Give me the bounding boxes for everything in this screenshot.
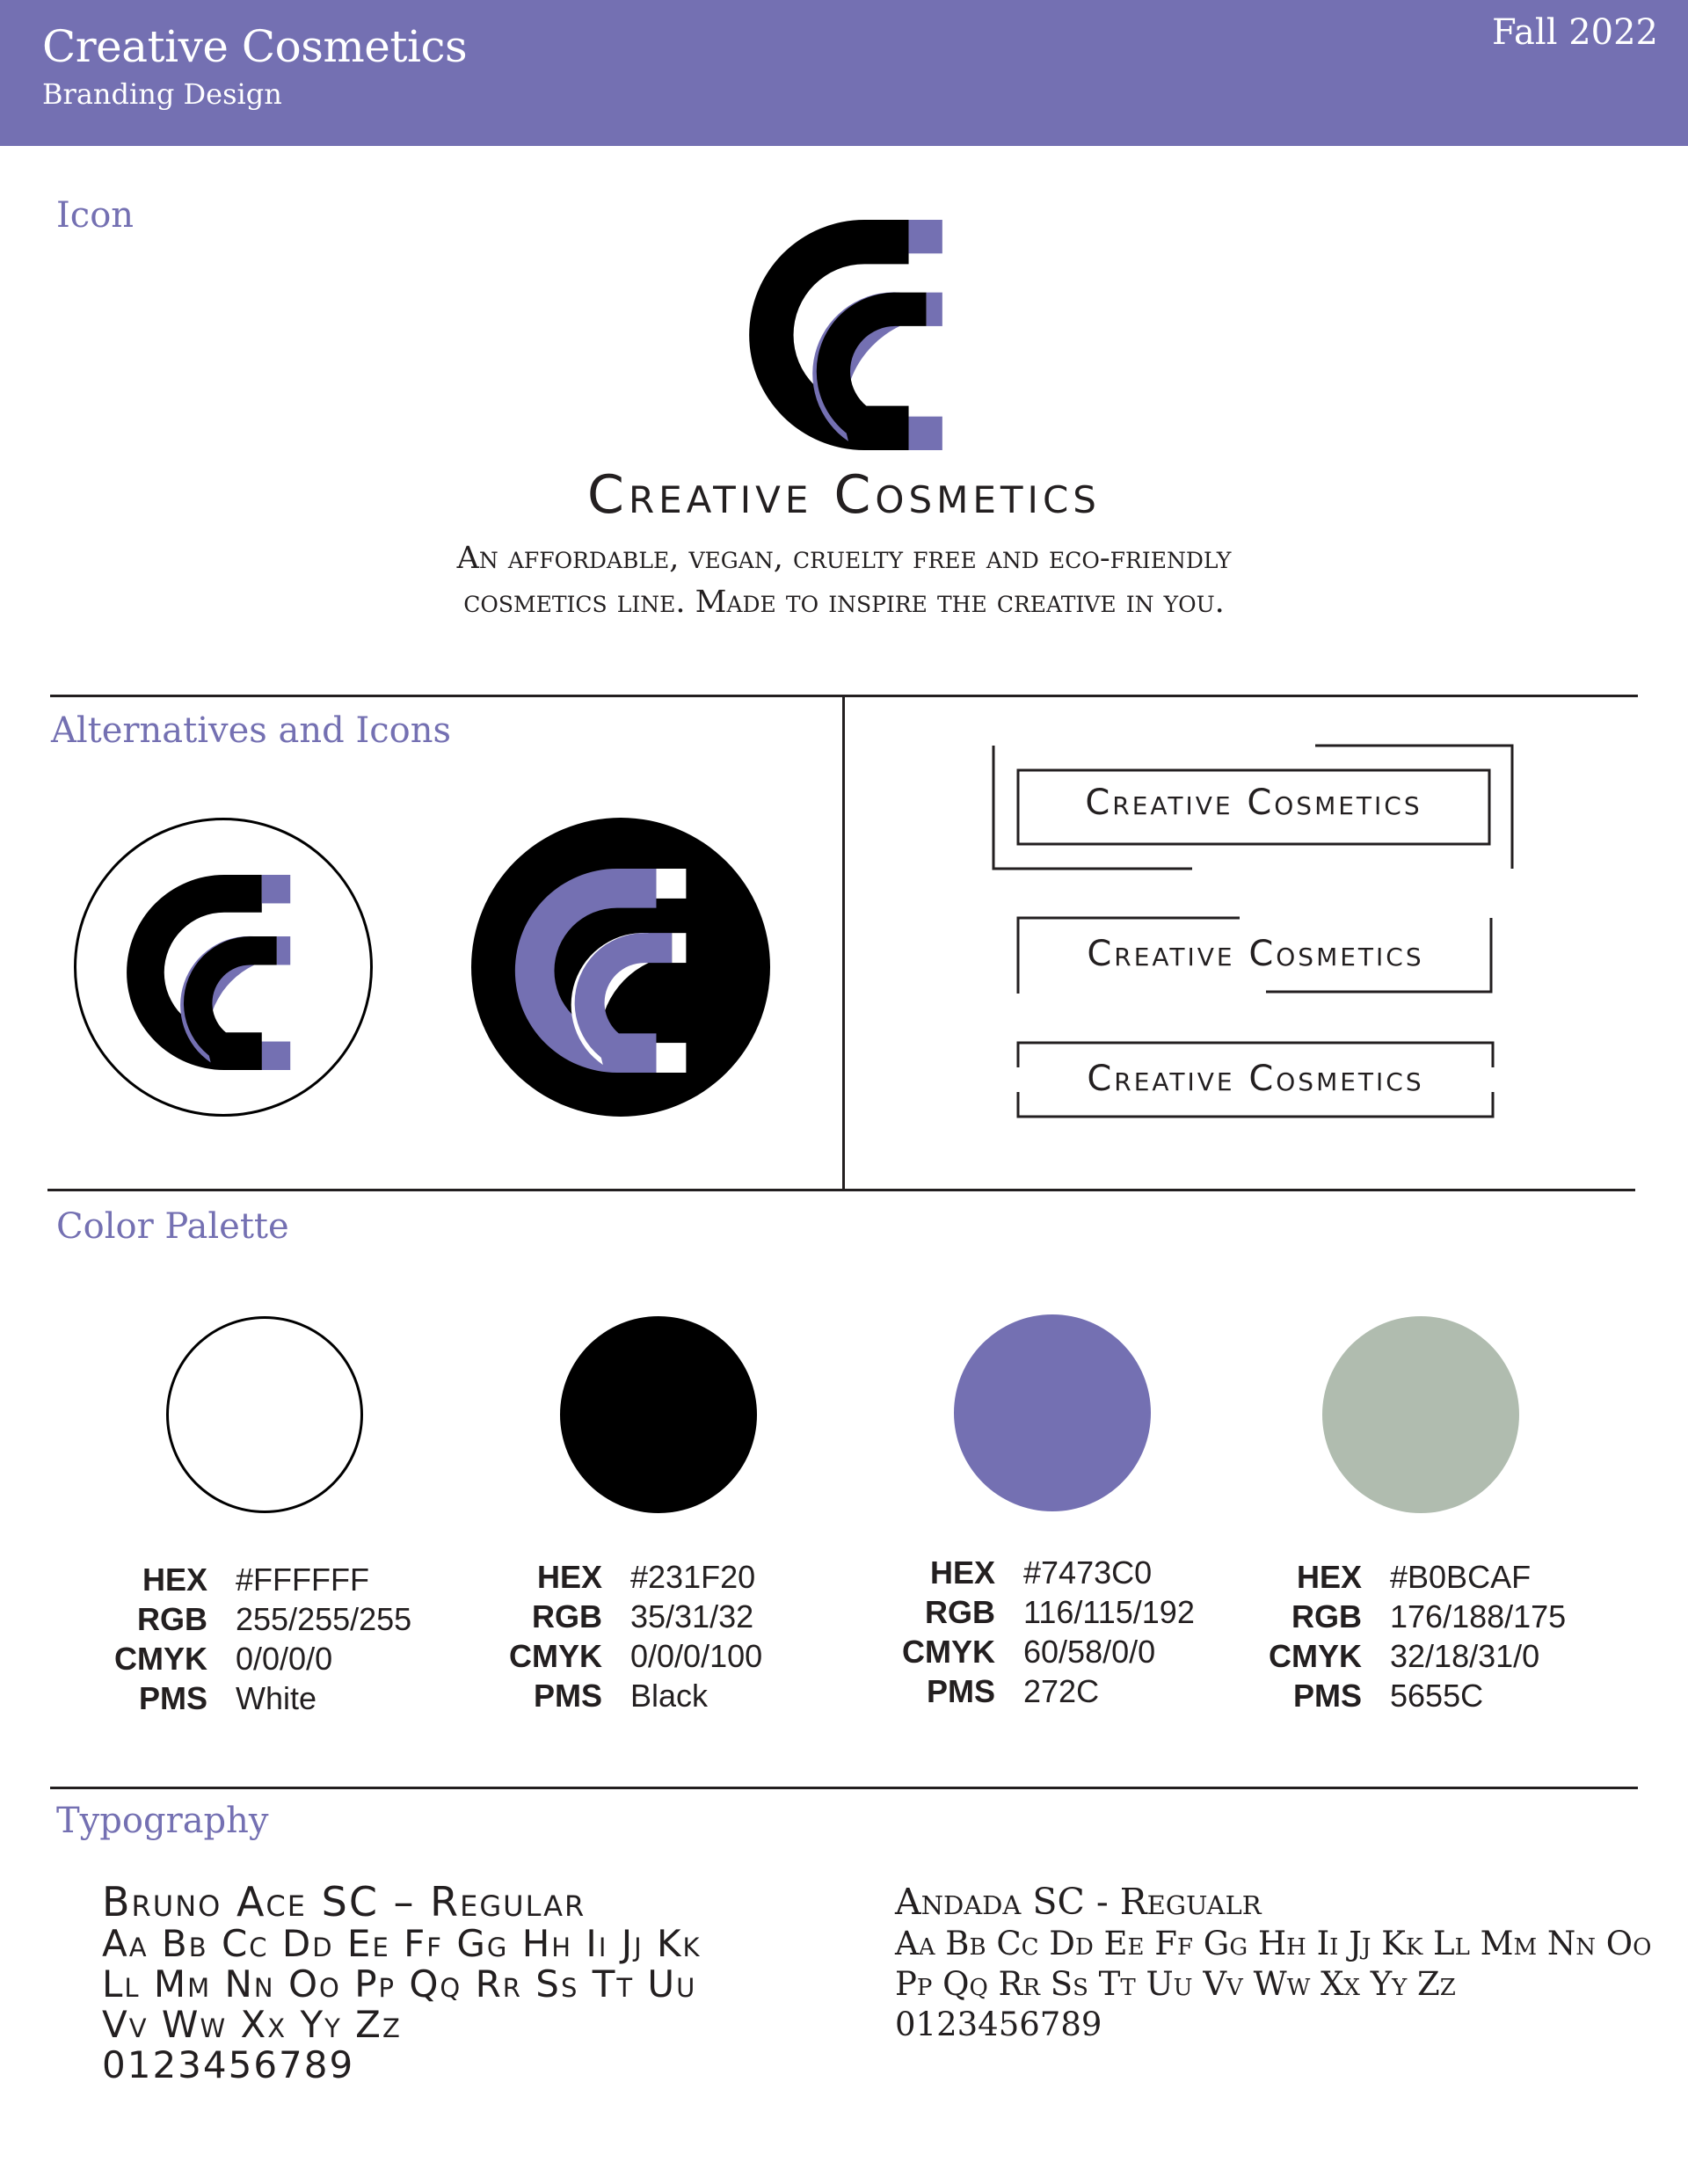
pms-value: 272C bbox=[1023, 1673, 1100, 1709]
typeface-b-name: Andada SC - Regualr bbox=[895, 1881, 1262, 1923]
pms-key: PMS bbox=[533, 1678, 602, 1714]
rgb-key: RGB bbox=[1291, 1598, 1362, 1634]
cc-logo-white-bg-icon bbox=[126, 875, 293, 1070]
wordmark-text-3: Creative Cosmetics bbox=[1087, 1059, 1424, 1099]
rgb-key: RGB bbox=[532, 1598, 602, 1634]
typeface-b-line-3: 0123456789 bbox=[895, 2006, 1102, 2043]
cmyk-key: CMYK bbox=[114, 1641, 207, 1677]
rgb-key: RGB bbox=[137, 1601, 207, 1637]
cc-logo-black-bg-icon bbox=[513, 869, 689, 1073]
wordmark-frame-1 bbox=[992, 744, 1519, 872]
pms-value: Black bbox=[630, 1678, 709, 1714]
tagline-line-2: cosmetics line. Made to inspire the creative in you. bbox=[463, 585, 1225, 620]
divider-bottom bbox=[50, 1787, 1638, 1789]
swatch-specs-sage bbox=[1221, 1557, 1590, 1715]
typeface-b-line-2: Pp Qq Rr Ss Tt Uu Vv Ww Xx Yy Zz bbox=[895, 1965, 1456, 2003]
typeface-a-line-4: 0123456789 bbox=[102, 2043, 355, 2086]
header-title: Creative Cosmetics bbox=[42, 21, 468, 72]
cmyk-value: 60/58/0/0 bbox=[1023, 1634, 1156, 1670]
swatch-specs-white bbox=[67, 1560, 436, 1718]
hex-value: #B0BCAF bbox=[1390, 1559, 1532, 1595]
hex-key: HEX bbox=[1296, 1559, 1362, 1595]
wordmark-frame-3 bbox=[1016, 1041, 1495, 1118]
rgb-key: RGB bbox=[925, 1594, 995, 1630]
rgb-value: 35/31/32 bbox=[630, 1598, 754, 1634]
brand-tagline bbox=[316, 536, 1372, 624]
brand-name: Creative Cosmetics bbox=[587, 464, 1101, 526]
divider-vertical bbox=[842, 695, 845, 1190]
hex-key: HEX bbox=[536, 1559, 602, 1595]
wordmark-text-1: Creative Cosmetics bbox=[1085, 783, 1422, 823]
cmyk-key: CMYK bbox=[902, 1634, 995, 1670]
cc-logo-icon bbox=[749, 220, 944, 450]
divider-middle bbox=[47, 1189, 1635, 1191]
rgb-value: 255/255/255 bbox=[236, 1601, 412, 1637]
hex-key: HEX bbox=[142, 1562, 207, 1598]
cmyk-key: CMYK bbox=[1269, 1638, 1362, 1674]
section-label-typography: Typography bbox=[56, 1801, 269, 1841]
section-label-color-palette: Color Palette bbox=[56, 1206, 289, 1247]
wordmark-text-2: Creative Cosmetics bbox=[1087, 934, 1424, 974]
pms-value: 5655C bbox=[1390, 1678, 1484, 1714]
typeface-b-specimen bbox=[895, 1882, 1651, 2045]
hex-key: HEX bbox=[929, 1554, 995, 1591]
swatch-specs-black bbox=[462, 1557, 831, 1715]
typeface-b-line-1: Aa Bb Cc Dd Ee Ff Gg Hh Ii Jj Kk Ll Mm Nn Oo bbox=[895, 1925, 1652, 1962]
pms-value: White bbox=[236, 1680, 317, 1716]
typeface-a-specimen bbox=[102, 1878, 702, 2086]
section-label-alternatives: Alternatives and Icons bbox=[51, 710, 452, 751]
typeface-a-name: Bruno Ace SC – Regular bbox=[102, 1878, 586, 1926]
swatch-black bbox=[560, 1316, 757, 1513]
hex-value: #231F20 bbox=[630, 1559, 756, 1595]
pms-key: PMS bbox=[926, 1673, 995, 1709]
swatch-specs-purple bbox=[855, 1553, 1224, 1711]
pms-key: PMS bbox=[1292, 1678, 1362, 1714]
swatch-purple bbox=[954, 1314, 1151, 1511]
rgb-value: 116/115/192 bbox=[1023, 1594, 1195, 1630]
tagline-line-1: An affordable, vegan, cruelty free and eco-friendly bbox=[456, 541, 1232, 576]
section-label-icon: Icon bbox=[56, 195, 135, 236]
header-subtitle: Branding Design bbox=[42, 77, 282, 111]
rgb-value: 176/188/175 bbox=[1390, 1598, 1567, 1634]
cmyk-value: 0/0/0/100 bbox=[630, 1638, 763, 1674]
wordmark-frame-2 bbox=[1016, 916, 1495, 995]
cmyk-key: CMYK bbox=[509, 1638, 602, 1674]
header-date: Fall 2022 bbox=[1492, 12, 1658, 53]
hex-value: #FFFFFF bbox=[236, 1562, 369, 1598]
hex-value: #7473C0 bbox=[1023, 1554, 1153, 1591]
pms-key: PMS bbox=[138, 1680, 207, 1716]
typeface-a-line-1: Aa Bb Cc Dd Ee Ff Gg Hh Ii Jj Kk bbox=[102, 1922, 702, 1965]
cmyk-value: 32/18/31/0 bbox=[1390, 1638, 1540, 1674]
cmyk-value: 0/0/0/0 bbox=[236, 1641, 333, 1677]
swatch-sage bbox=[1322, 1316, 1519, 1513]
swatch-white bbox=[166, 1316, 363, 1513]
typeface-a-line-3: Vv Ww Xx Yy Zz bbox=[102, 2003, 402, 2046]
typeface-a-line-2: Ll Mm Nn Oo Pp Qq Rr Ss Tt Uu bbox=[102, 1962, 697, 2006]
